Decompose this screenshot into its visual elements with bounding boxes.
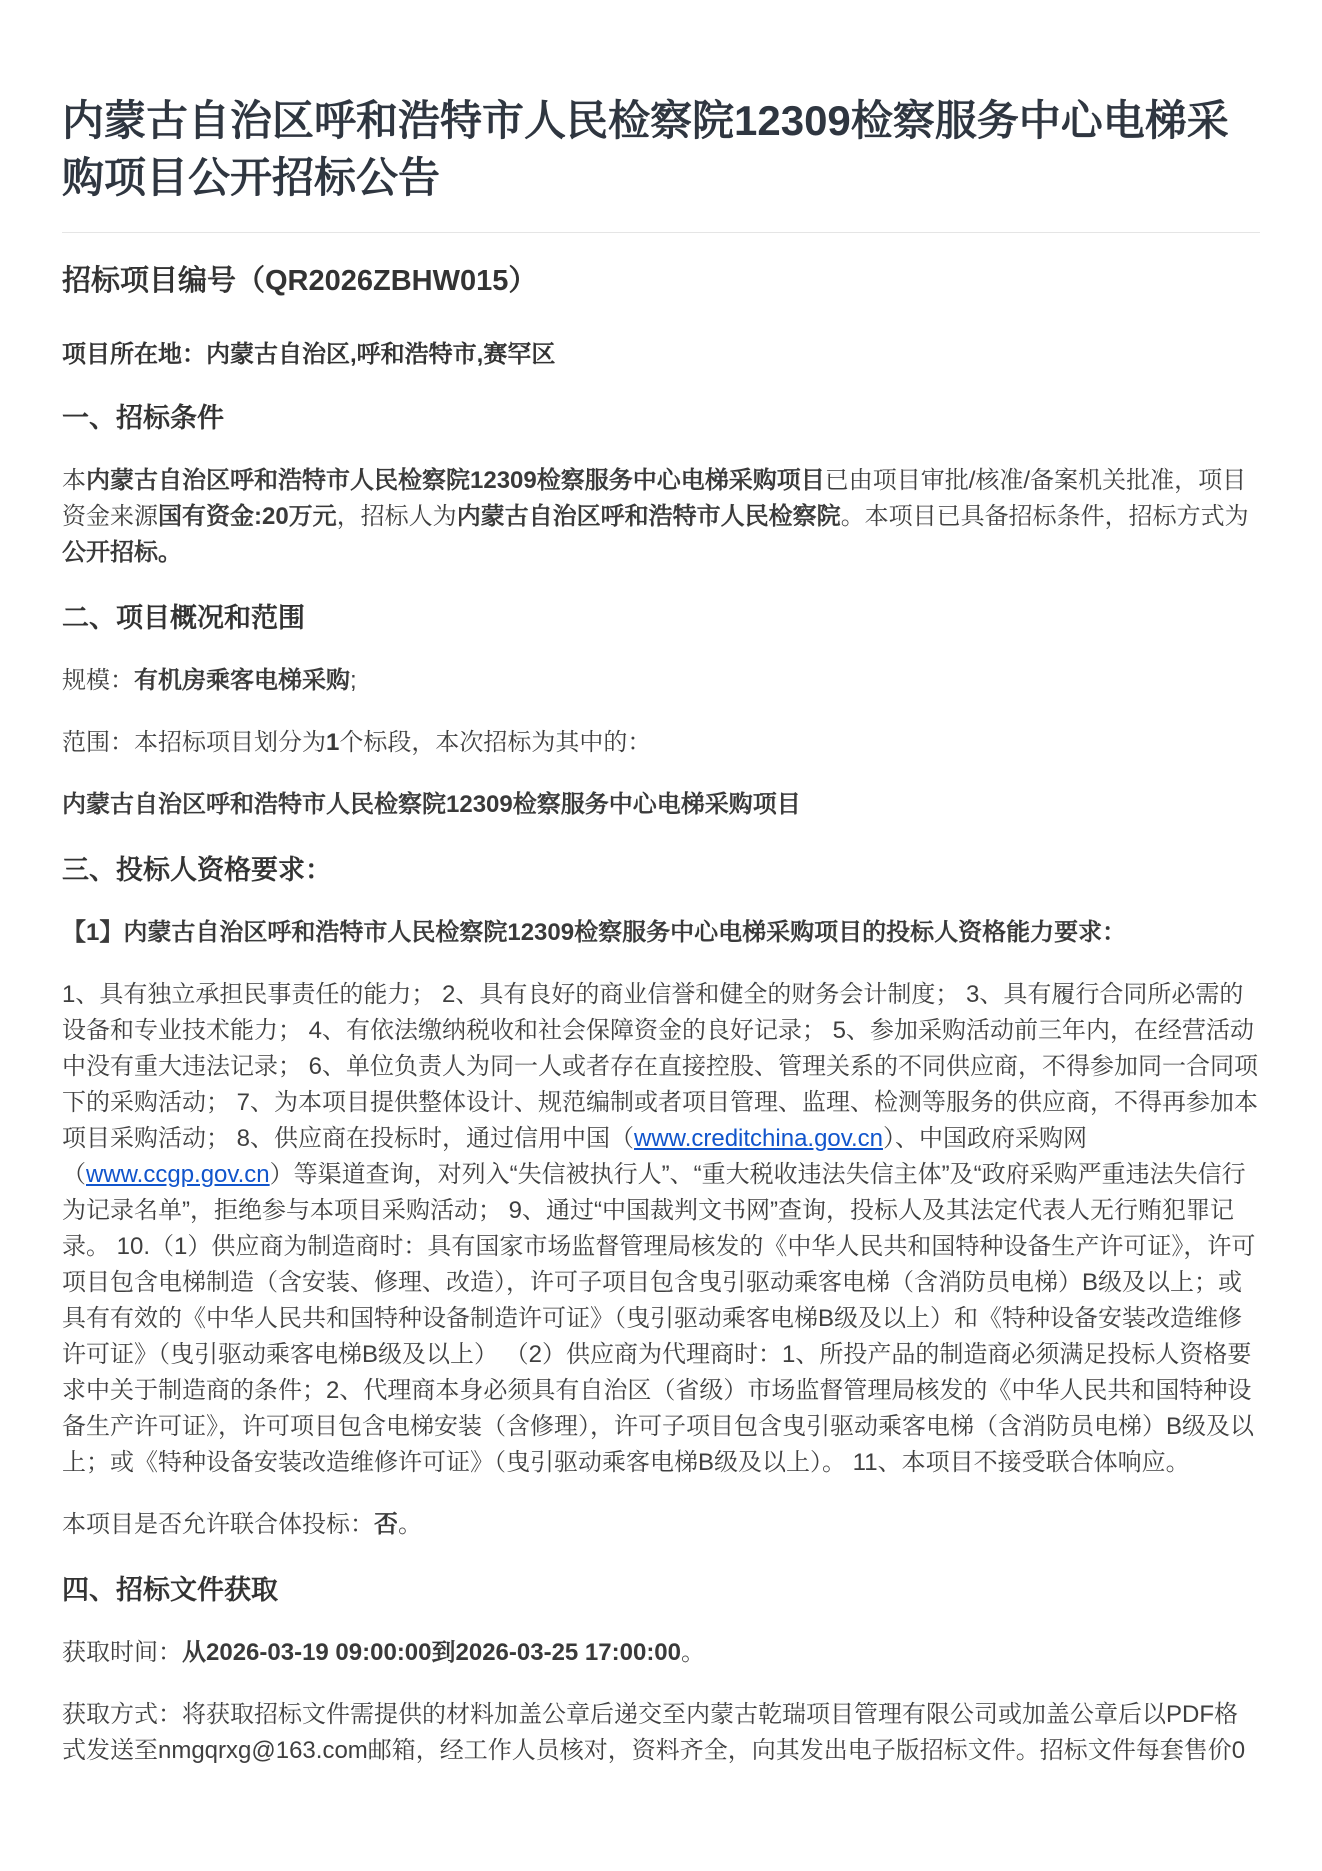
text-run: 范围：本招标项目划分为: [62, 729, 326, 757]
tender-conditions-paragraph: [62, 463, 1260, 571]
lot-name-line: [62, 787, 1260, 823]
ccgp-link[interactable]: www.ccgp.gov.cn: [86, 1161, 270, 1189]
text-run: 。本项目已具备招标条件，招标方式为: [840, 503, 1249, 531]
section-heading-project-overview: 二、项目概况和范围: [62, 603, 305, 634]
bold-text-run: 1: [326, 729, 340, 757]
qualification-requirements-title: [62, 915, 1260, 951]
bold-text-run: 否: [374, 1511, 398, 1539]
text-run: 获取时间：: [62, 1638, 182, 1666]
creditchina-link[interactable]: www.creditchina.gov.cn: [634, 1125, 884, 1153]
section-heading-bidder-qualifications: 三、投标人资格要求：: [62, 855, 332, 886]
text-run: ）、中国政府采购网（: [62, 1125, 1088, 1189]
project-scale-line: [62, 663, 1260, 699]
section-heading-document-acquisition: 四、招标文件获取: [62, 1575, 278, 1606]
text-run: 。: [398, 1511, 422, 1539]
page-title: 内蒙古自治区呼和浩特市人民检察院12309检察服务中心电梯采购项目公开招标公告: [62, 97, 1229, 202]
text-run: ;: [350, 667, 357, 695]
text-run: ）等渠道查询，对列入“失信被执行人”、“重大税收违法失信主体”及“政府采购严重违法失信行为记录名单”，拒绝参与本项目采购活动； 9、通过“中国裁判文书网”查询，投标人及其法定代表人无行贿犯罪记录。 10.（1）供应商为制造商时：具有国家市场监督管理局核发的《中华人民共和国特种设备生产许可证》，许可项目包含电梯制造（含安装、修理、改造），许可子项目包含曳引驱动乘客电梯（含消防员电梯）B级及以上；或具有有效的《中华人民共和国特种设备制造许可证》（曳引驱动乘客电梯B级及以上）和《特种设备安装改造维修许可证》（曳引驱动乘客电梯B级及以上） （2）供应商为代理商时：1、所投产品的制造商必须满足投标人资格要求中关于制造商的条件；2、代理商本身必须具有自治区（省级）市场监督管理局核发的《中华人民共和国特种设备生产许可证》，许可项目包含电梯安装（含修理），许可子项目包含曳引驱动乘客电梯（含消防员电梯）B级及以上；或《特种设备安装改造维修许可证》（曳引驱动乘客电梯B级及以上）。 11、本项目不接受联合体响应。: [62, 1161, 1256, 1477]
text-run: 本: [62, 467, 86, 495]
bold-text-run: 内蒙古自治区呼和浩特市人民检察院: [456, 503, 841, 531]
title-divider: [62, 232, 1260, 233]
bold-text-run: 【1】内蒙古自治区呼和浩特市人民检察院12309检察服务中心电梯采购项目的投标人资格能力要求：: [62, 919, 1127, 947]
project-scope-line: [62, 725, 1260, 761]
bold-text-run: 内蒙古自治区呼和浩特市人民检察院12309检察服务中心电梯采购项目: [62, 791, 801, 819]
consortium-bidding-line: [62, 1507, 1260, 1543]
section-heading-tender-conditions: 一、招标条件: [62, 403, 224, 434]
project-number-heading: 招标项目编号（QR2026ZBHW015）: [62, 265, 538, 298]
bold-text-run: 有机房乘客电梯采购: [134, 667, 350, 695]
text-run: 获取方式：将获取招标文件需提供的材料加盖公章后递交至内蒙古乾瑞项目管理有限公司或加盖公章后以PDF格式发送至nmgqrxg@163.com邮箱，经工作人员核对，资料齐全，向其发出电子版招标文件。招标文件每套售价0: [62, 1700, 1246, 1764]
text-run: 本项目是否允许联合体投标：: [62, 1511, 374, 1539]
acquisition-method-paragraph: [62, 1697, 1260, 1769]
qualification-requirements-paragraph: [62, 977, 1260, 1481]
project-location-heading: 项目所在地：内蒙古自治区,呼和浩特市,赛罕区: [62, 340, 556, 368]
text-run: 个标段，本次招标为其中的：: [339, 729, 652, 757]
bold-text-run: 从2026-03-19 09:00:00到2026-03-25 17:00:00: [182, 1638, 682, 1666]
bold-text-run: 国有资金:20万元: [158, 503, 337, 531]
bold-text-run: 公开招标。: [62, 539, 182, 567]
text-run: 规模：: [62, 667, 134, 695]
text-run: 。: [681, 1638, 706, 1666]
tender-announcement-document: [62, 0, 1260, 1814]
acquisition-time-line: [62, 1635, 1260, 1671]
text-run: ，招标人为: [336, 503, 457, 531]
text-run: 1、具有独立承担民事责任的能力； 2、具有良好的商业信誉和健全的财务会计制度； 3、具有履行合同所必需的设备和专业技术能力； 4、有依法缴纳税收和社会保障资金的良好记录； 5、参加采购活动前三年内，在经营活动中没有重大违法记录； 6、单位负责人为同一人或者存在直接控股、管理关系的不同供应商，不得参加同一合同项下的采购活动； 7、为本项目提供整体设计、规范编制或者项目管理、监理、检测等服务的供应商，不得再参加本项目采购活动； 8、供应商在投标时，通过信用中国（: [62, 981, 1259, 1153]
bold-text-run: 内蒙古自治区呼和浩特市人民检察院12309检察服务中心电梯采购项目: [86, 467, 825, 495]
text-run: 已由项目审批/核准/备案机关批准，项目资金来源: [62, 467, 1247, 531]
